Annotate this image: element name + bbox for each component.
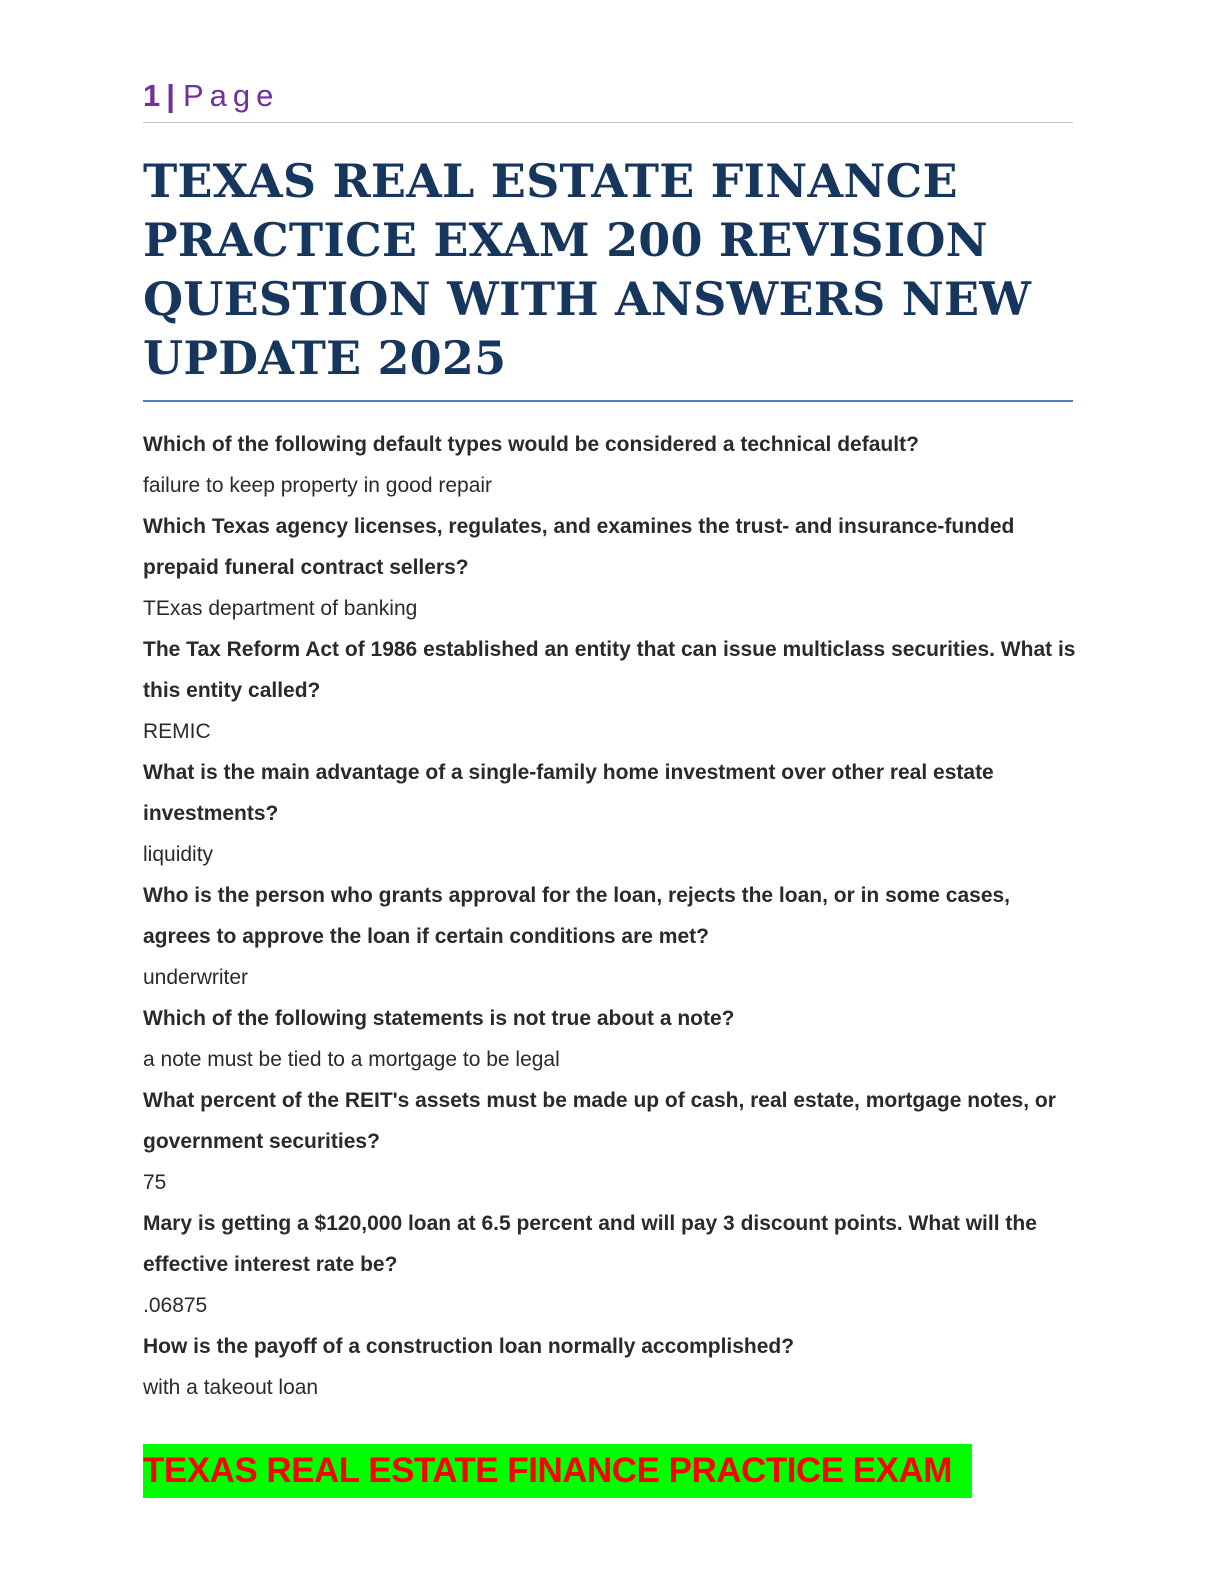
answer-3: REMIC [143,720,211,743]
page-separator: | [166,78,175,113]
question-4: What is the main advantage of a single-family home investment over other real estate investments? [143,761,994,825]
document-title: TEXAS REAL ESTATE FINANCE PRACTICE EXAM 200 REVISION QUESTION WITH ANSWERS NEW UPDATE 2025 [143,152,1073,402]
answer-5: underwriter [143,966,249,989]
question-9: How is the payoff of a construction loan normally accomplished? [143,1335,795,1358]
answer-4: liquidity [143,843,214,866]
answer-1: failure to keep property in good repair [143,474,493,497]
answer-2: TExas department of banking [143,597,418,620]
qa-list [143,424,1078,1408]
answer-6: a note must be tied to a mortgage to be legal [143,1048,560,1071]
question-3: The Tax Reform Act of 1986 established an entity that can issue multiclass securities. What is this entity called? [143,638,1076,702]
question-8: Mary is getting a $120,000 loan at 6.5 percent and will pay 3 discount points. What will the effective interest rate be? [143,1212,1037,1276]
answer-8: .06875 [143,1294,208,1317]
question-7: What percent of the REIT's assets must be made up of cash, real estate, mortgage notes, or government securities? [143,1089,1056,1153]
answer-9: with a takeout loan [143,1376,319,1399]
question-2: Which Texas agency licenses, regulates, and examines the trust- and insurance-funded prepaid funeral contract sellers? [143,515,1015,579]
question-6: Which of the following statements is not true about a note? [143,1007,735,1030]
page-header [143,76,1073,123]
footer-banner: TEXAS REAL ESTATE FINANCE PRACTICE EXAM [143,1444,972,1498]
question-5: Who is the person who grants approval for the loan, rejects the loan, or in some cases, agrees to approve the loan if certain conditions are met? [143,884,1011,948]
page-label: Page [182,78,280,113]
page-number: 1 [143,78,161,113]
question-1: Which of the following default types would be considered a technical default? [143,433,919,456]
answer-7: 75 [143,1171,167,1194]
